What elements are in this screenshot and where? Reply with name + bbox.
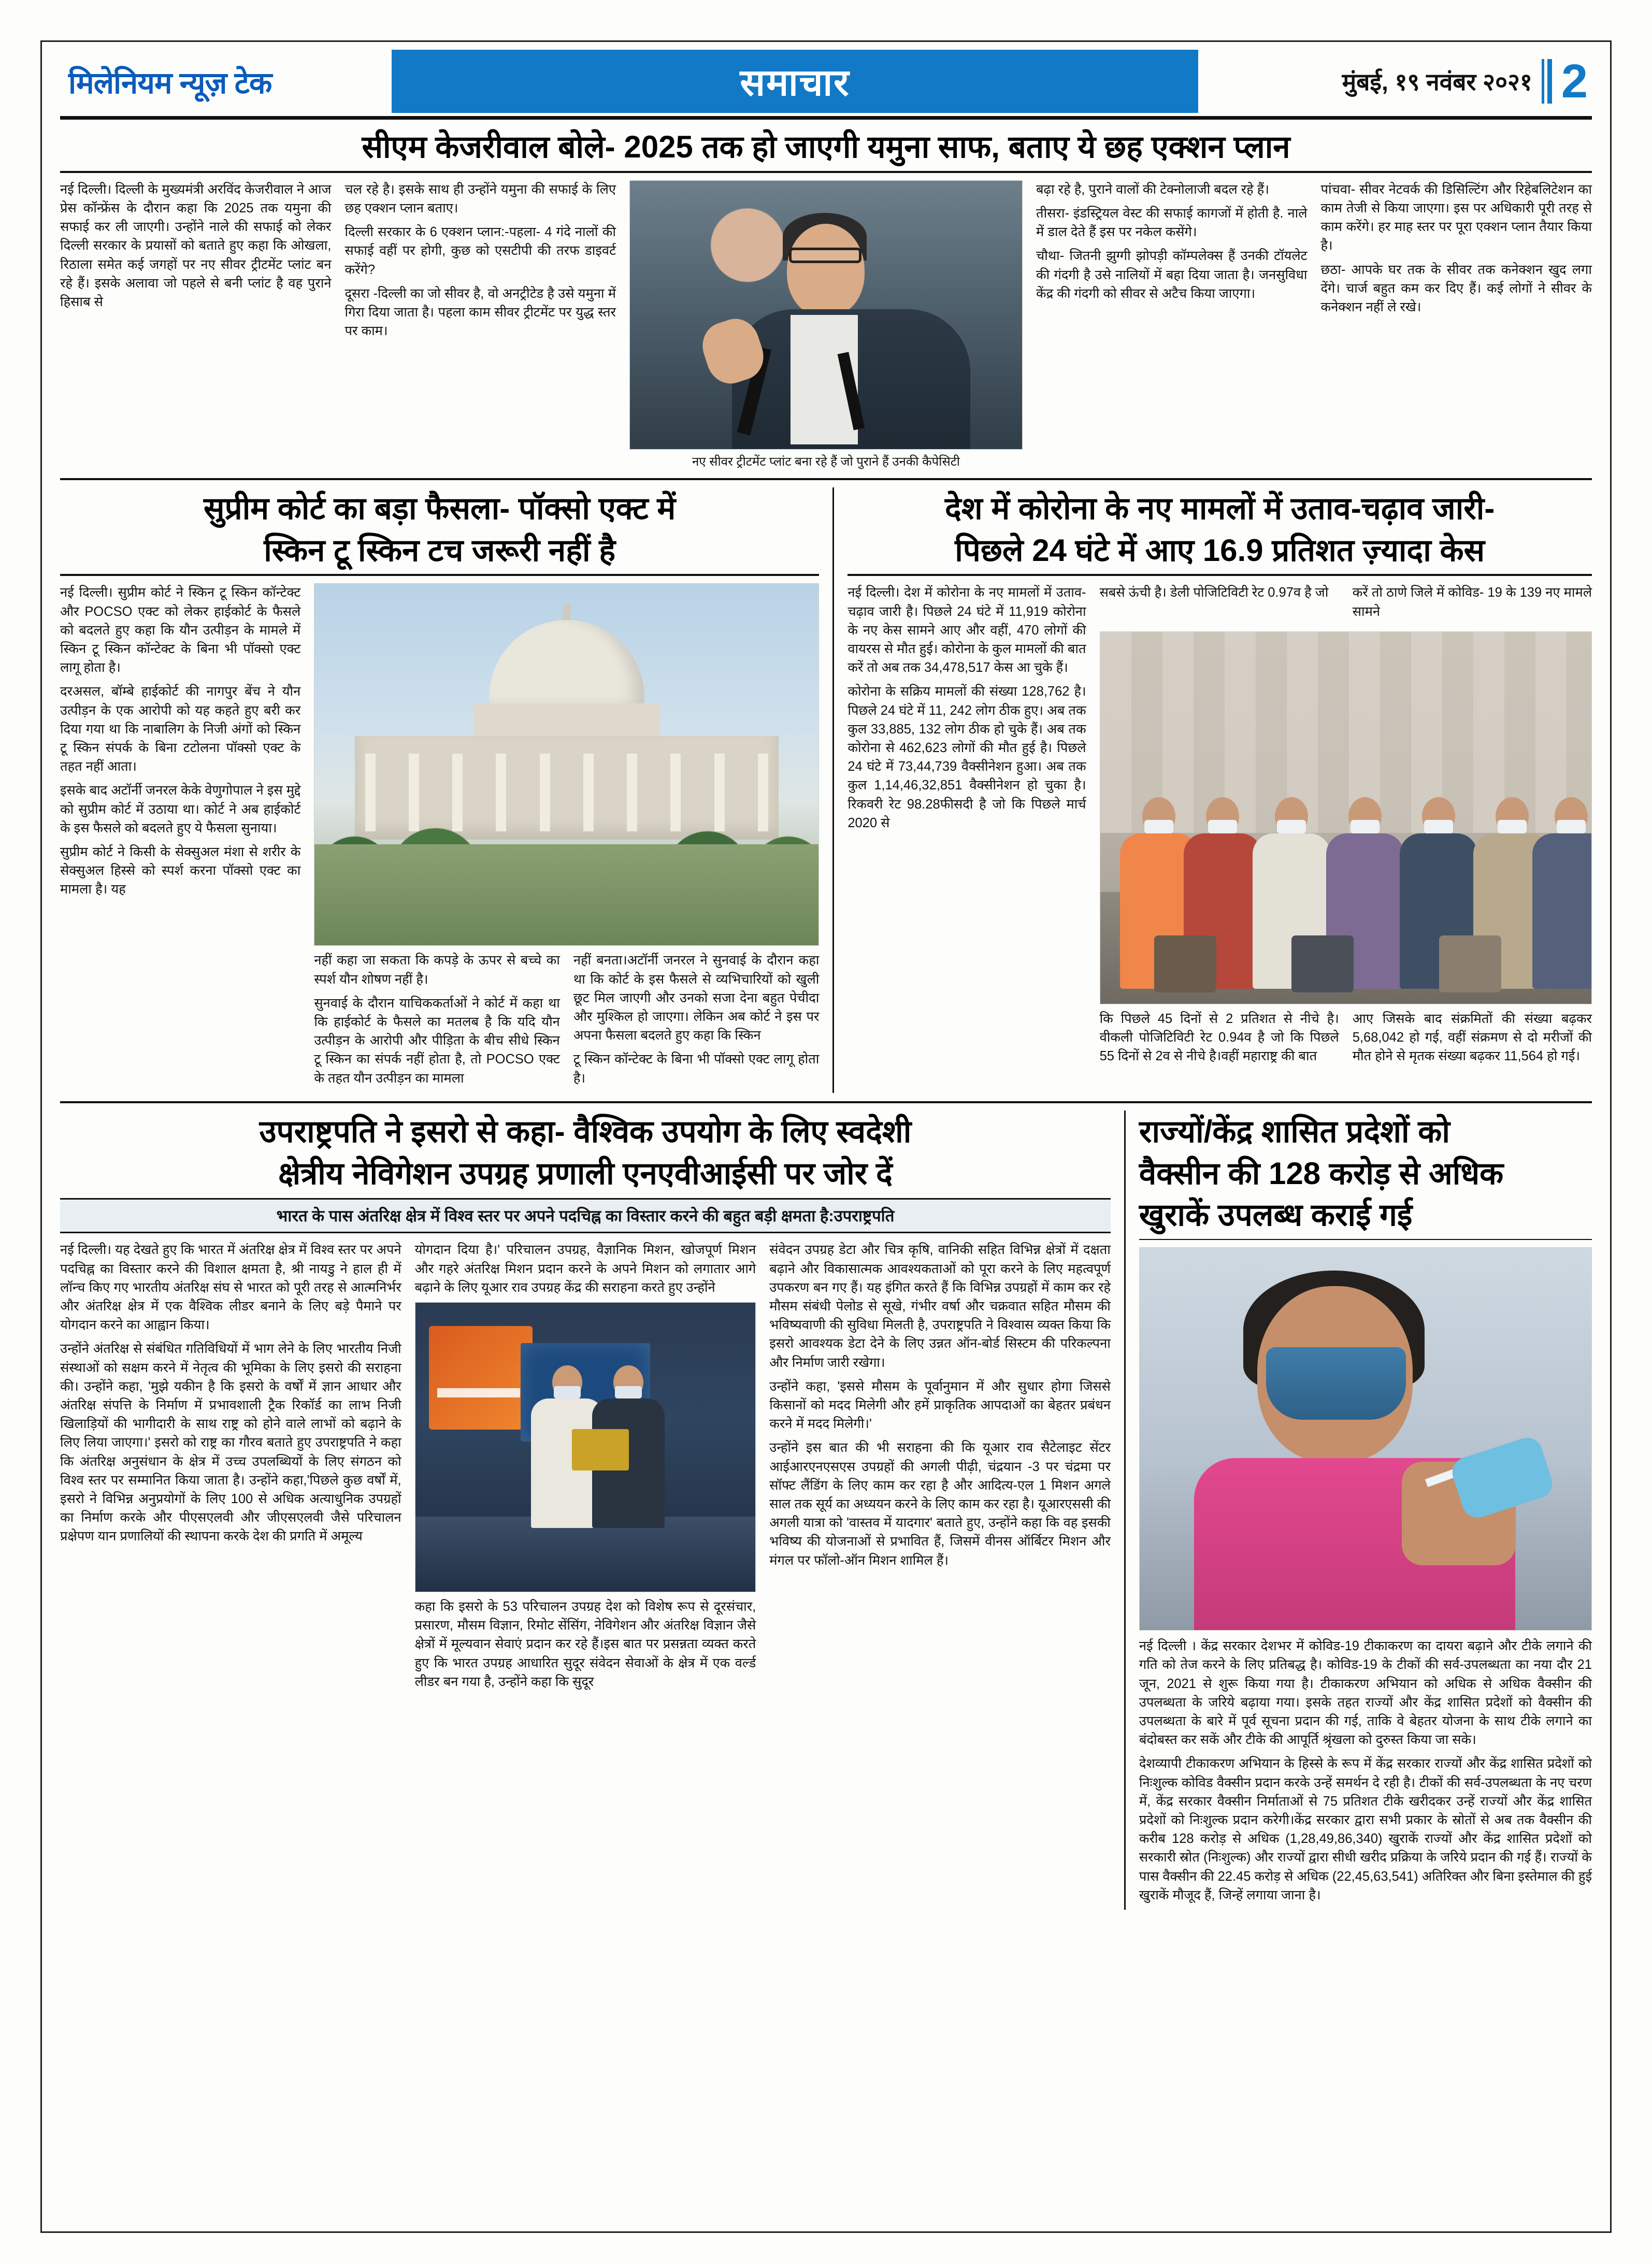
story5-headline-line3: खुराकें उपलब्ध कराई गई [1139, 1198, 1413, 1233]
story4-para: संवेदन उपग्रह डेटा और चित्र कृषि, वानिकी सहित विभिन्न क्षेत्रों में दक्षता बढ़ाने और विकासात्मक आवश्यकताओं को पूरा करने के लिए महत्वपूर्ण उपकरण बन गए हैं। यह इंगित करते हैं कि विभिन्न उपग्रहों में काम कर रहे मौसम संबंधी पेलोड से सूखे, गंभीर वर्षा और चक्रवात सहित मौसम की भविष्यवाणी की सुविधा मिलती है, उपराष्ट्रपति ने विश्वास व्यक्त किया कि इसरो आवश्यक डेटा देने के लिए उन्नत ऑन-बोर्ड सिस्टम की परिकल्पना और निर्माण जारी रखेगा। [769, 1243, 1111, 1370]
story2-para: नहीं बनता।अटॉर्नी जनरल ने सुनवाई के दौरान कहा था कि कोर्ट के इस फैसले से व्यभिचारियों को खुली छूट मिल जाएगी और उनको सजा देना बहुत पेचीदा और मुश्किल हो जाएगा। लेकिन अब कोर्ट ने इस पर अपना फैसला बदलते हुए कहा कि स्किन [573, 953, 820, 1043]
story2-col1 [60, 583, 300, 1092]
story2-headline-line2: स्किन टू स्किन टच जरूरी नहीं है [264, 532, 616, 568]
story4-headline-line2: क्षेत्रीय नेविगेशन उपग्रह प्रणाली एनएवीआईसी पर जोर दें [278, 1156, 893, 1191]
story4-subhead: भारत के पास अंतरिक्ष क्षेत्र में विश्व स्तर पर अपने पदचिह्न का विस्तार करने की बहुत बड़ी क्षमता है:उपराष्ट्रपति [276, 1207, 895, 1225]
story4-col2 [415, 1241, 756, 1696]
story3-headline-line2: पिछले 24 घंटे में आए 16.9 प्रतिशत ज़्यादा केस [955, 532, 1485, 568]
story2-para: टू स्किन कॉन्टेक्ट के बिना भी पॉक्सो एक्ट लागू होता है। [573, 1052, 820, 1086]
publication-logo: मिलेनियम न्यूज़ टेक [68, 66, 272, 100]
story2-rule [60, 574, 819, 576]
masthead [60, 50, 1592, 113]
story4-para: उन्होंने अंतरिक्ष से संबंधित गतिविधियों में भाग लेने के लिए भारतीय निजी संस्थाओं को सक्षम करने में नेतृत्व की भूमिका के लिए इसरो की सराहना की। उन्होंने कहा, 'मुझे यकीन है कि इसरो के वर्षों में ज्ञान आधार और अंतरिक्ष संपत्ति के निर्माण में प्रभावशाली ट्रैक रिकॉर्ड का लाभ निजी खिलाड़ियों की भागीदारी के साथ राष्ट्र को होने वाले लाभों को बढ़ाने के लिए लिया जाएगा।' इसरो को राष्ट्र का गौरव बताते हुए उपराष्ट्रपति ने कहा कि अंतरिक्ष अनुसंधान के क्षेत्र में उच्च उपलब्धियों के लिए संगठन को विश्व स्तर पर सम्मानित किया जाता है। उन्होंने कहा,'पिछले कुछ वर्षों में, इसरो ने विभिन्न अनुप्रयोगों के लिए 100 से अधिक अत्याधुनिक उपग्रहों का निर्माण करके और पीएसएलवी और जीएसएलवी जैसे परिचालन प्रक्षेपण यान प्रणालियों की स्थापना करके देश की प्रगति में अमूल्य [60, 1342, 401, 1544]
masthead-logo-area [60, 50, 392, 113]
story3-right-col [1100, 583, 1592, 1071]
story2-para: दरअसल, बॉम्बे हाईकोर्ट की नागपुर बेंच ने यौन उत्पीड़न के एक आरोपी को यह कहते हुए बरी कर दिया गया था कि नाबालिग के निजी अंगों को स्किन टू स्किन संपर्क के बिना टटोलना पॉक्सो एक्ट के तहत नहीं आता। [60, 684, 301, 774]
story5-para: नई दिल्ली । केंद्र सरकार देशभर में कोविड-19 टीकाकरण का दायरा बढ़ाने और टीके लगाने की गति को तेज करने के लिए प्रतिबद्ध है। कोविड-19 के टीकों की सर्व-उपलब्धता का नया दौर 21 जून, 2021 से शुरू किया गया है। टीकाकरण अभियान को अधिक से अधिक वैक्सीन की उपलब्धता के जरिये बढ़ाया गया। इसके तहत राज्यों और केंद्र शासित प्रदेशों को वैक्सीन की उपलब्धता के बारे में पूर्व सूचना प्रदान की गई, ताकि वे बेहतर योजना के साथ टीके लगाने का बंदोबस्त कर सकें और टीके की आपूर्ति श्रृंखला को दुरुस्त किया जा सके। [1139, 1639, 1592, 1748]
story1-col2 [344, 180, 615, 470]
story2-headline-line1: सुप्रीम कोर्ट का बड़ा फैसला- पॉक्सो एक्ट में [204, 491, 676, 526]
story1-col1 [60, 180, 331, 470]
kejriwal-press-conference-photo [629, 180, 1023, 450]
story3-para: नई दिल्ली। देश में कोरोना के नए मामलों में उताव-चढ़ाव जारी है। पिछले 24 घंटे में 11,919 कोरोना के नए केस सामने आए और वहीं, 470 लोगों की वायरस से मौत हुई। कोरोना के कुल मामलों की बात करें तो अब तक 34,478,517 केस आ चुके हैं। [847, 585, 1086, 675]
vertical-separator [1124, 1111, 1126, 1910]
story2-para: नहीं कहा जा सकता कि कपड़े के ऊपर से बच्चे का स्पर्श यौन शोषण नहीं है। [314, 953, 560, 987]
story4-col1 [60, 1241, 401, 1696]
story3-para: आए जिसके बाद संक्रमितों की संख्या बढ़कर 5,68,042 हो गई, वहीं संक्रमण से दो मरीजों की मौत होने से मृतक संख्या बढ़कर 11,564 हो गई। [1352, 1011, 1592, 1064]
story2-col2 [314, 951, 560, 1092]
story3-rule [847, 574, 1592, 576]
story3-para: कि पिछले 45 दिनों से 2 प्रतिशत से नीचे है। वीकली पोजिटिविटी रेट 0.94व है जो कि पिछले 55 दिनों से 2व से नीचे है।वहीं महाराष्ट्र की बात [1099, 1011, 1339, 1064]
story4-para: उन्होंने इस बात की भी सराहना की कि यूआर राव सैटेलाइट सेंटर आईआरएनएसएस उपग्रहों की अगली पीढ़ी, चंद्रयान -3 पर चंद्रमा पर सॉफ्ट लैंडिंग के लिए काम कर रहा है और आदित्य-एल 1 मिशन अगले साल तक सूर्य का अध्ययन करने के लिए काम कर रहा है। यूआरएससी की अगली यात्रा को 'वास्तव में यादगार' बताते हुए, उन्होंने कहा कि वह इसकी भविष्य की योजनाओं से प्रभावित हैं, जिसमें वीनस ऑर्बिटर मिशन और मंगल पर फॉलो-ऑन मिशन शामिल हैं। [769, 1440, 1111, 1568]
covid-vaccination-photo [1139, 1247, 1592, 1631]
vertical-separator [832, 487, 834, 1093]
story1-para: नई दिल्ली। दिल्ली के मुख्यमंत्री अरविंद केजरीवाल ने आज प्रेस कॉन्फ्रेंस के दौरान कहा कि 2025 तक यमुना की सफाई कर ली जाएगी। उन्होंने नाले की सफाई को लेकर दिल्ली सरकार के प्रयासों को बताते हुए कहा कि ओखला, रिठाला समेत कई जगहों पर नए सीवर ट्रीटमेंट प्लांट बन रहे हैं। इसके अलावा जो पहले से बनी प्लांट है वह पुराने हिसाब से [60, 182, 332, 310]
story4-para: योगदान दिया है।' परिचालन उपग्रह, वैज्ञानिक मिशन, खोजपूर्ण मिशन और गहरे अंतरिक्ष मिशन प्रदान करने के अपने मिशन को लगातार आगे बढ़ाने के लिए यूआर राव उपग्रह केंद्र की सराहना करते हुए उन्होंने [414, 1243, 756, 1295]
story1-para: चल रहे है। इसके साथ ही उन्होंने यमुना की सफाई के लिए छह एक्शन प्लान बताए। [344, 182, 616, 215]
masthead-date-area [1198, 50, 1592, 113]
story1-para: चौथा- जितनी झुग्गी झोपड़ी कॉम्पलेक्स हैं उनकी टॉयलेट की गंदगी है उसे नालियों में बहा दिया जाता है। जनसुविधा केंद्र की गंदगी को सीवर से अटैच किया जाएगा। [1036, 249, 1308, 301]
story2-photo-col [314, 583, 819, 1092]
story1-para: तीसरा- इंडस्ट्रियल वेस्ट की सफाई कागजों में होती है. नाले में डाल देते हैं इस पर नकेल कसेंगे। [1036, 206, 1308, 240]
story3-col1 [847, 583, 1086, 1071]
story4-headline-line1: उपराष्ट्रपति ने इसरो से कहा- वैश्विक उपयोग के लिए स्वदेशी [259, 1114, 912, 1149]
story5-headline-line1: राज्यों/केंद्र शासित प्रदेशों को [1139, 1114, 1450, 1149]
story2-para: सुनवाई के दौरान याचिककर्ताओं ने कोर्ट में कहा था कि हाईकोर्ट के फैसले का मतलब है कि यदि यौन उत्पीड़न के आरोपी और पीड़िता के बीच सीधे स्किन टू स्किन का संपर्क नहीं होता है, तो POCSO एक्ट के तहत यौन उत्पीड़न का मामला [314, 996, 560, 1086]
vice-president-isro-event-photo [415, 1302, 756, 1592]
story3-col4-below [1353, 1010, 1592, 1071]
mid-section [60, 487, 1592, 1093]
story1-para: बढ़ा रहे है, पुराने वालों की टेक्नोलाजी बदल रहे हैं। [1036, 182, 1270, 197]
decorative-bars-icon [1542, 59, 1552, 104]
story4-para: उन्होंने कहा, 'इससे मौसम के पूर्वानुमान में और सुधार होगा जिससे किसानों को मदद मिलेगी और हमें प्राकृतिक आपदाओं का बेहतर प्रबंधन करने में मदद मिलेगी।' [769, 1379, 1111, 1432]
masthead-rule [60, 116, 1592, 120]
section-separator [60, 1101, 1592, 1103]
story5-headline-line2: वैक्सीन की 128 करोड़ से अधिक [1139, 1156, 1504, 1191]
story3-para: कोरोना के सक्रिय मामलों की संख्या 128,762 है। पिछले 24 घंटे में 11, 242 लोग ठीक हुए। अब तक कुल 33,885, 132 लोग ठीक हो चुके हैं। अब तक कोरोना से 462,623 लोगों की मौत हुई है। पिछले 24 घंटे में 73,44,739 वैक्सीनेशन हुआ। अब तक कुल 1,14,46,32,851 वैक्सीनेशन हो चुका है। रिकवरी रेट 98.28फीसदी है जो कि पिछले मार्च 2020 से [847, 684, 1086, 830]
edition-date: मुंबई, १९ नवंबर २०२१ [1342, 68, 1532, 95]
story4-para: कहा कि इसरो के 53 परिचालन उपग्रह देश को विशेष रूप से दूरसंचार, प्रसारण, मौसम विज्ञान, रिमोट सेंसिंग, नेविगेशन और अंतरिक्ष विज्ञान जैसे क्षेत्रों में मूल्यवान सेवाएं प्रदान कर रहे हैं।इस बात पर प्रसन्नता व्यक्त करते हुए कि भारत उपग्रह आधारित सुदूर संवेदन सेवाओं के क्षेत्र में एक वर्ल्ड लीडर बन गया है, उन्होंने कहा कि सुदूर [414, 1599, 756, 1689]
story4-col3 [769, 1241, 1111, 1696]
story2-para: नई दिल्ली। सुप्रीम कोर्ट ने स्किन टू स्किन कॉन्टेक्ट और POCSO एक्ट को लेकर हाईकोर्ट के फैसले को बदलते हुए कहा कि यौन उत्पीड़न के मामले में स्किन टू स्किन कॉन्टेक्ट के बिना भी पॉक्सो एक्ट लागू होता है। [60, 585, 301, 675]
story1-col3 [1036, 180, 1307, 470]
story1-para: छठा- आपके घर तक के सीवर तक कनेक्शन खुद लगा देंगे। चार्ज बहुत कम कर दिए हैं। कई लोगों ने सीवर के कनेक्शन नहीं ले रखे। [1320, 262, 1592, 315]
page-number: 2 [1561, 54, 1588, 108]
story-supreme-court [60, 487, 819, 1093]
story4-subhead-band [60, 1198, 1111, 1233]
story4-para: नई दिल्ली। यह देखते हुए कि भारत में अंतरिक्ष क्षेत्र में विश्व स्तर पर अपने पदचिह्न का विस्तार करने की विशाल क्षमता है, श्री नायडु ने हाल ही में लॉन्च किए गए भारतीय अंतरिक्ष संघ से भारत को पूरी तरह से आत्मनिर्भर और अंतरिक्ष क्षेत्र में एक वैश्विक लीडर बनाने के लिए बड़े पैमाने पर योगदान करने का आह्वान किया। [60, 1243, 401, 1333]
supreme-court-building-photo [314, 583, 819, 946]
masthead-section-title: समाचार [392, 50, 1198, 113]
story2-para: इसके बाद अटॉर्नी जनरल केके वेणुगोपाल ने इस मुद्दे को सुप्रीम कोर्ट में उठाया था। कोर्ट ने अब हाईकोर्ट के इस फैसले को बदलते हुए ये फैसला सुनाया। [60, 783, 301, 835]
story3-col-right-top [1353, 583, 1592, 626]
bottom-section [60, 1111, 1592, 1910]
story3-headline-line1: देश में कोरोना के नए मामलों में उताव-चढ़ाव जारी- [945, 491, 1495, 526]
story3-col3-below [1100, 1010, 1339, 1071]
story3-col2 [1100, 583, 1339, 626]
story2-col3 [573, 951, 820, 1092]
story-kejriwal-yamuna [60, 129, 1592, 470]
story-corona-cases [847, 487, 1592, 1093]
story-vaccine-doses [1139, 1111, 1592, 1910]
story5-rule [1139, 1239, 1592, 1240]
section-separator [60, 478, 1592, 480]
story-vp-isro [60, 1111, 1111, 1910]
story1-headline: सीएम केजरीवाल बोले- 2025 तक हो जाएगी यमुना साफ, बताए ये छह एक्शन प्लान [362, 129, 1290, 164]
story3-para: सबसे ऊंची है। डेली पोजिटिविटी रेट 0.97व है जो [1099, 585, 1329, 600]
story5-para: देशव्यापी टीकाकरण अभियान के हिस्से के रूप में केंद्र सरकार राज्यों और केंद्र शासित प्रदेशों को निःशुल्क कोविड वैक्सीन प्रदान करके उन्हें समर्थन दे रही है। टीकों की सर्व-उपलब्धता के नए चरण में, केंद्र सरकार वैक्सीन निर्माताओं से 75 प्रतिशत टीके खरीदकर उन्हें राज्यों और केंद्र शासित प्रदेशों को निःशुल्क प्रदान करेगी।केंद्र सरकार द्वारा सभी प्रकार के स्रोतों से अब तक वैक्सीन की करीब 128 करोड़ से अधिक (1,28,49,86,340) खुराकें राज्यों और केंद्र शासित प्रदेशों को सरकारी स्रोत (निःशुल्क) और राज्यों द्वारा सीधी खरीद प्रक्रिया के जरिये प्रदान की गई हैं। राज्यों के पास वैक्सीन की 22.45 करोड़ से अधिक (22,45,63,541) अतिरिक्त और बिना इस्तेमाल की हुई खुराकें मौजूद हैं, जिन्हें लगाया जाना है। [1139, 1756, 1592, 1902]
story1-photo-col [629, 180, 1023, 470]
story1-para: दूसरा -दिल्ली का जो सीवर है, वो अनट्रीटेड है उसे यमुना में गिरा दिया जाता है। पहला काम सीवर ट्रीटमेंट पर युद्ध स्तर पर काम। [344, 286, 616, 339]
story3-para: करें तो ठाणे जिले में कोविड- 19 के 139 नए मामले सामने [1352, 585, 1592, 619]
story1-para: दिल्ली सरकार के 6 एक्शन प्लान:-पहला- 4 गंदे नालों की सफाई वहीं पर होगी, कुछ को एसटीपी की तरफ डाइवर्ट करेंगे? [344, 225, 616, 277]
story1-rule [60, 171, 1592, 173]
story1-col4 [1321, 180, 1592, 470]
story1-para: पांचवा- सीवर नेटवर्क की डिसिल्टिंग और रिहेबलिटेशन का काम तेजी से किया जाएगा। इस पर अधिकारी पूरी तरह से काम करेंगे। हर माह स्तर पर पूरा एक्शन प्लान तैयार किया है। [1320, 182, 1592, 253]
story2-para: सुप्रीम कोर्ट ने किसी के सेक्सुअल मंशा से शरीर के सेक्सुअल हिस्से को स्पर्श करना पॉक्सो एक्ट का मामला है। यह [60, 845, 301, 897]
story1-photo-caption: नए सीवर ट्रीटमेंट प्लांट बना रहे हैं जो पुराने हैं उनकी कैपेसिटी [692, 454, 960, 469]
railway-station-crowd-masks-photo [1100, 631, 1592, 1004]
